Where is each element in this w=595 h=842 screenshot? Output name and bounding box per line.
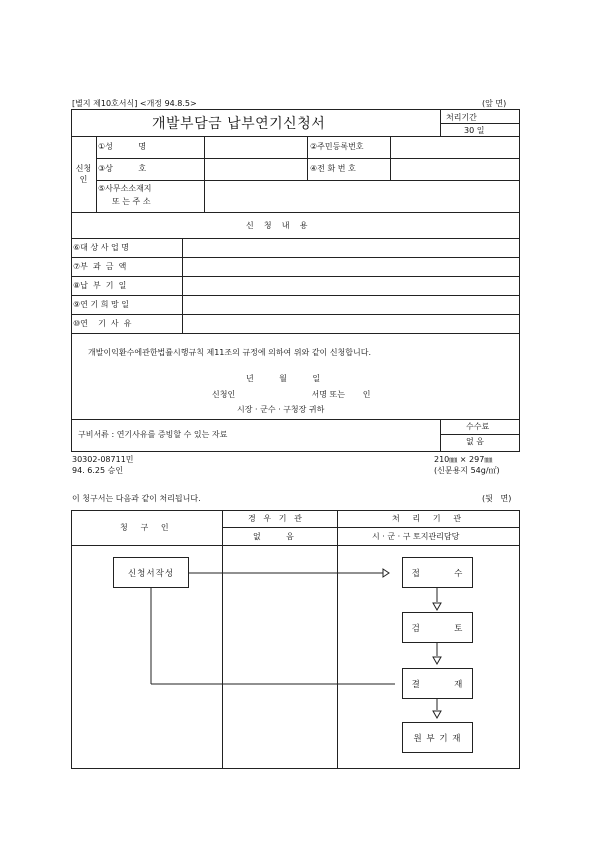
project-name-label: ⑥대 상 사 업 명 bbox=[73, 243, 129, 252]
form-title: 개발부담금 납부연기신청서 bbox=[152, 116, 326, 132]
back-side-label: (뒷 면) bbox=[482, 494, 512, 503]
charge-amount-label: ⑦부 과 금 액 bbox=[73, 262, 127, 271]
recipient: 시장 · 군수 · 구청장 귀하 bbox=[237, 405, 325, 414]
address-label-2: 또 는 주 소 bbox=[112, 197, 151, 206]
deferral-date-label: ⑨연 기 희 망 일 bbox=[73, 300, 129, 309]
paper-type: (신문용지 54g/㎡) bbox=[434, 466, 500, 475]
applicant-group-label: 신청인 bbox=[75, 164, 92, 184]
paper-size: 210㎜ × 297㎜ bbox=[434, 455, 493, 464]
fee-label: 수수료 bbox=[466, 422, 490, 431]
col-processor: 처 리 기 관 bbox=[392, 514, 462, 523]
fee-value: 없 음 bbox=[466, 437, 484, 446]
flow-write-application: 신청서작성 bbox=[113, 557, 189, 588]
due-date-label: ⑧납 부 기 일 bbox=[73, 281, 127, 290]
processing-period-value: 30 일 bbox=[464, 126, 485, 135]
flow-ledger-entry: 원 부 기 재 bbox=[402, 722, 473, 753]
front-side-label: (앞 면) bbox=[482, 99, 507, 108]
col-requester: 청 구 인 bbox=[120, 523, 169, 532]
flow-approve: 결 재 bbox=[402, 668, 473, 699]
signature-line: 신청인 서명 또는 인 bbox=[212, 390, 371, 399]
rrn-label: ②주민등록번호 bbox=[310, 142, 364, 151]
processing-period-label: 처리기간 bbox=[446, 113, 477, 122]
flow-receive: 접 수 bbox=[402, 557, 473, 588]
col-via: 경 우 기 관 bbox=[248, 514, 302, 523]
col-processor-sub: 시 · 군 · 구 토지관리담당 bbox=[372, 532, 460, 541]
request-section-label: 신 청 내 용 bbox=[246, 221, 308, 230]
approval-date: 94. 6.25 승인 bbox=[72, 466, 124, 475]
attachments-label: 구비서류 : 연기사유를 증빙할 수 있는 자료 bbox=[78, 430, 228, 439]
phone-label: ④전 화 번 호 bbox=[310, 164, 356, 173]
company-label: ③상 호 bbox=[98, 164, 147, 173]
declaration-statement: 개발이익환수에관한법률시행규칙 제11조의 규정에 의하여 위와 같이 신청합니다. bbox=[88, 348, 372, 357]
form-number: [별지 제10호서식] <개정 94.8.5> bbox=[72, 99, 197, 108]
address-label: ⑤사무소소재지 bbox=[98, 184, 152, 193]
form-code: 30302-08711민 bbox=[72, 455, 134, 464]
flow-review: 검 토 bbox=[402, 612, 473, 643]
col-via-sub: 없 음 bbox=[253, 532, 294, 541]
deferral-reason-label: ⑩연 기 사 유 bbox=[73, 319, 132, 328]
declaration-date: 년 월 일 bbox=[246, 374, 321, 383]
back-intro: 이 청구서는 다음과 같이 처리됩니다. bbox=[72, 494, 201, 503]
name-label: ①성 명 bbox=[98, 142, 147, 151]
